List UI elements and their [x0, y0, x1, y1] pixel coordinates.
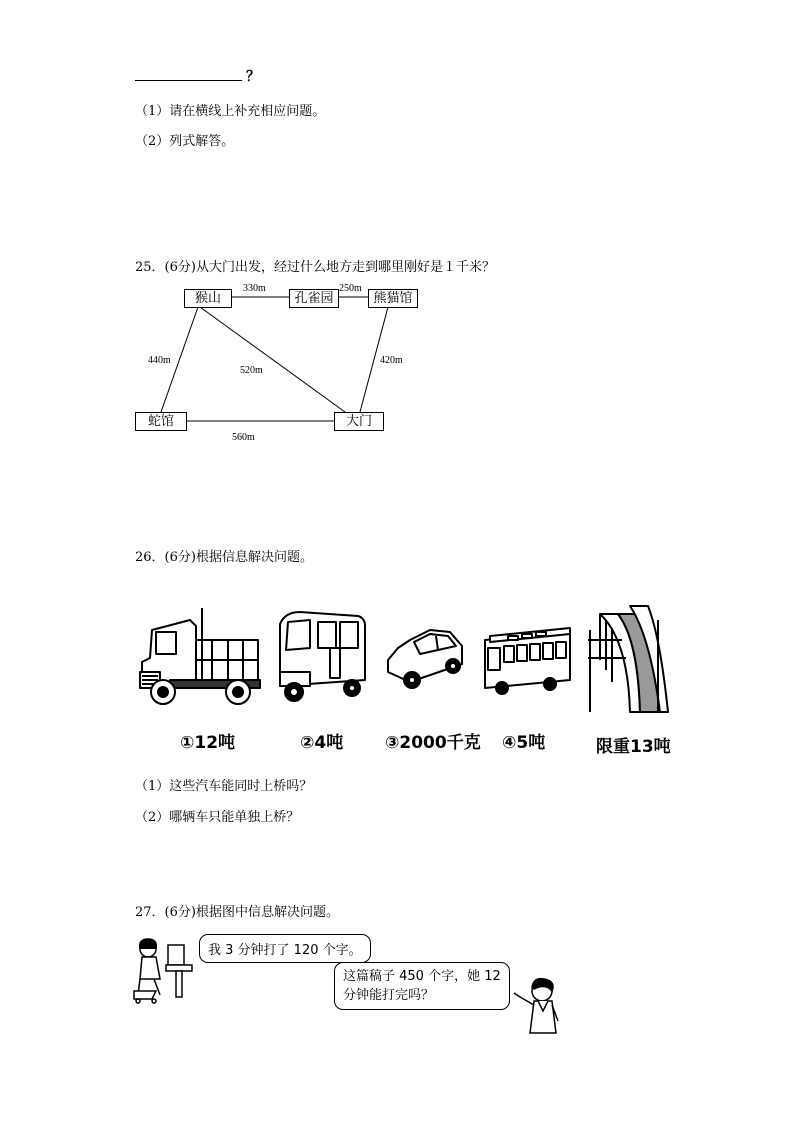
place-snake-hall: 蛇馆 — [135, 412, 187, 431]
q26-sub1: （1）这些汽车能同时上桥吗？ — [135, 779, 313, 794]
place-panda-hall: 熊猫馆 — [368, 289, 418, 308]
vehicle2-caption: ②4吨 — [300, 733, 344, 753]
line-monkey-gate — [200, 307, 345, 412]
place-main-gate: 大门 — [334, 412, 384, 431]
q26-title: 26．(6分)根据信息解决问题。 — [135, 550, 313, 565]
dump-truck-icon — [140, 608, 260, 704]
vehicle3-caption: ③2000千克 — [385, 733, 481, 753]
q25-title: 25．(6分)从大门出发，经过什么地方走到哪里刚好是１千米？ — [135, 260, 495, 275]
typist-girl-icon — [130, 935, 200, 1005]
blank-question-mark: ？ — [246, 69, 260, 85]
q26-vehicles-illustration — [130, 600, 670, 725]
dist-panda-gate: 420m — [380, 355, 403, 366]
bubble-boy-line1: 这篇稿子 450 个字，她 12 — [343, 969, 501, 984]
place-monkey-hill: 猴山 — [184, 289, 232, 308]
dist-peacock-panda: 250m — [339, 283, 362, 294]
sedan-car-icon — [388, 630, 462, 688]
minibus-icon — [280, 612, 365, 701]
vehicle1-caption: ①12吨 — [180, 733, 236, 753]
q26-sub2: （2）哪辆车只能单独上桥？ — [135, 810, 300, 825]
speech-bubble-typist — [199, 934, 371, 963]
bridge-limit-caption: 限重13吨 — [596, 737, 671, 757]
q24-sub2: （2）列式解答。 — [135, 134, 235, 149]
dist-monkey-peacock: 330m — [243, 283, 266, 294]
boy-icon — [508, 975, 568, 1037]
bridge-icon — [588, 606, 668, 712]
q24-sub1: （1）请在横线上补充相应问题。 — [135, 104, 326, 119]
dist-snake-gate: 560m — [232, 432, 255, 443]
bus-icon — [485, 628, 570, 694]
bubble-boy-line2: 分钟能打完吗？ — [343, 988, 435, 1003]
speech-bubble-boy — [334, 962, 510, 1010]
dist-monkey-gate: 520m — [240, 365, 263, 376]
q27-title: 27．(6分)根据图中信息解决问题。 — [135, 905, 339, 920]
vehicle4-caption: ④5吨 — [502, 733, 546, 753]
bubble-typist-text: 我 3 分钟打了 120 个字。 — [208, 943, 362, 958]
place-peacock-garden: 孔雀园 — [289, 289, 339, 308]
dist-monkey-snake: 440m — [148, 355, 171, 366]
